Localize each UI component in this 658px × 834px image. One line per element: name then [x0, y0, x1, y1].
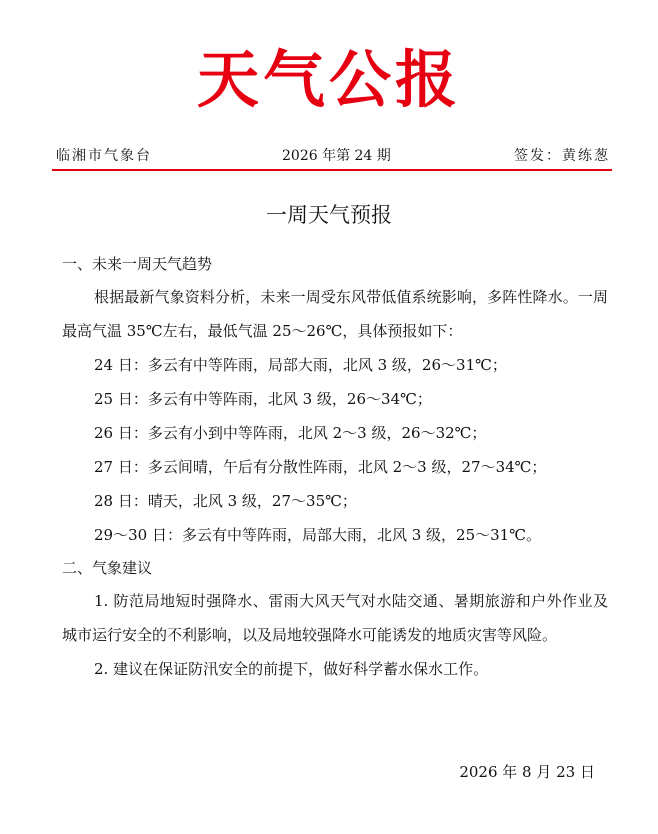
signer: 签发：黄练葱: [514, 148, 610, 164]
advice-paragraph: 1. 防范局地短时强降水、雷雨大风天气对水陆交通、暑期旅游和户外作业及城市运行安全的不利影响，以及局地较强降水可能诱发的地质灾害等风险。: [62, 592, 608, 644]
issue-number: 2026 年第 24 期: [282, 148, 391, 164]
forecast-item: 26 日：多云有小到中等阵雨，北风 2～3 级，26～32℃；: [94, 424, 487, 442]
document-body: [62, 248, 608, 686]
section-heading-trend: 一、未来一周天气趋势: [62, 255, 213, 273]
intro-paragraph: 根据最新气象资料分析，未来一周受东风带低值系统影响，多阵性降水。一周最高气温 35℃左右，最低气温 25～26℃，具体预报如下：: [62, 288, 608, 340]
masthead-title: 天气公报: [196, 43, 461, 116]
forecast-item: 24 日：多云有中等阵雨，局部大雨，北风 3 级，26～31℃；: [94, 356, 507, 374]
forecast-item: 29～30 日：多云有中等阵雨，局部大雨，北风 3 级，25～31℃。: [94, 526, 541, 544]
issue-info-bar: [52, 146, 610, 166]
issuer-name: 临湘市气象台: [56, 148, 152, 164]
red-divider-rule: [52, 169, 612, 171]
forecast-item: 28 日：晴天，北风 3 级，27～35℃；: [94, 492, 357, 510]
forecast-item: 27 日：多云间晴，午后有分散性阵雨，北风 2～3 级，27～34℃；: [94, 458, 547, 476]
advice-paragraph: 2. 建议在保证防汛安全的前提下，做好科学蓄水保水工作。: [94, 660, 489, 678]
forecast-item: 25 日：多云有中等阵雨，北风 3 级，26～34℃；: [94, 390, 432, 408]
section-heading-advice: 二、气象建议: [62, 559, 153, 577]
issue-date: 2026 年 8 月 23 日: [459, 763, 595, 781]
document-title: 一周天气预报: [266, 203, 392, 227]
